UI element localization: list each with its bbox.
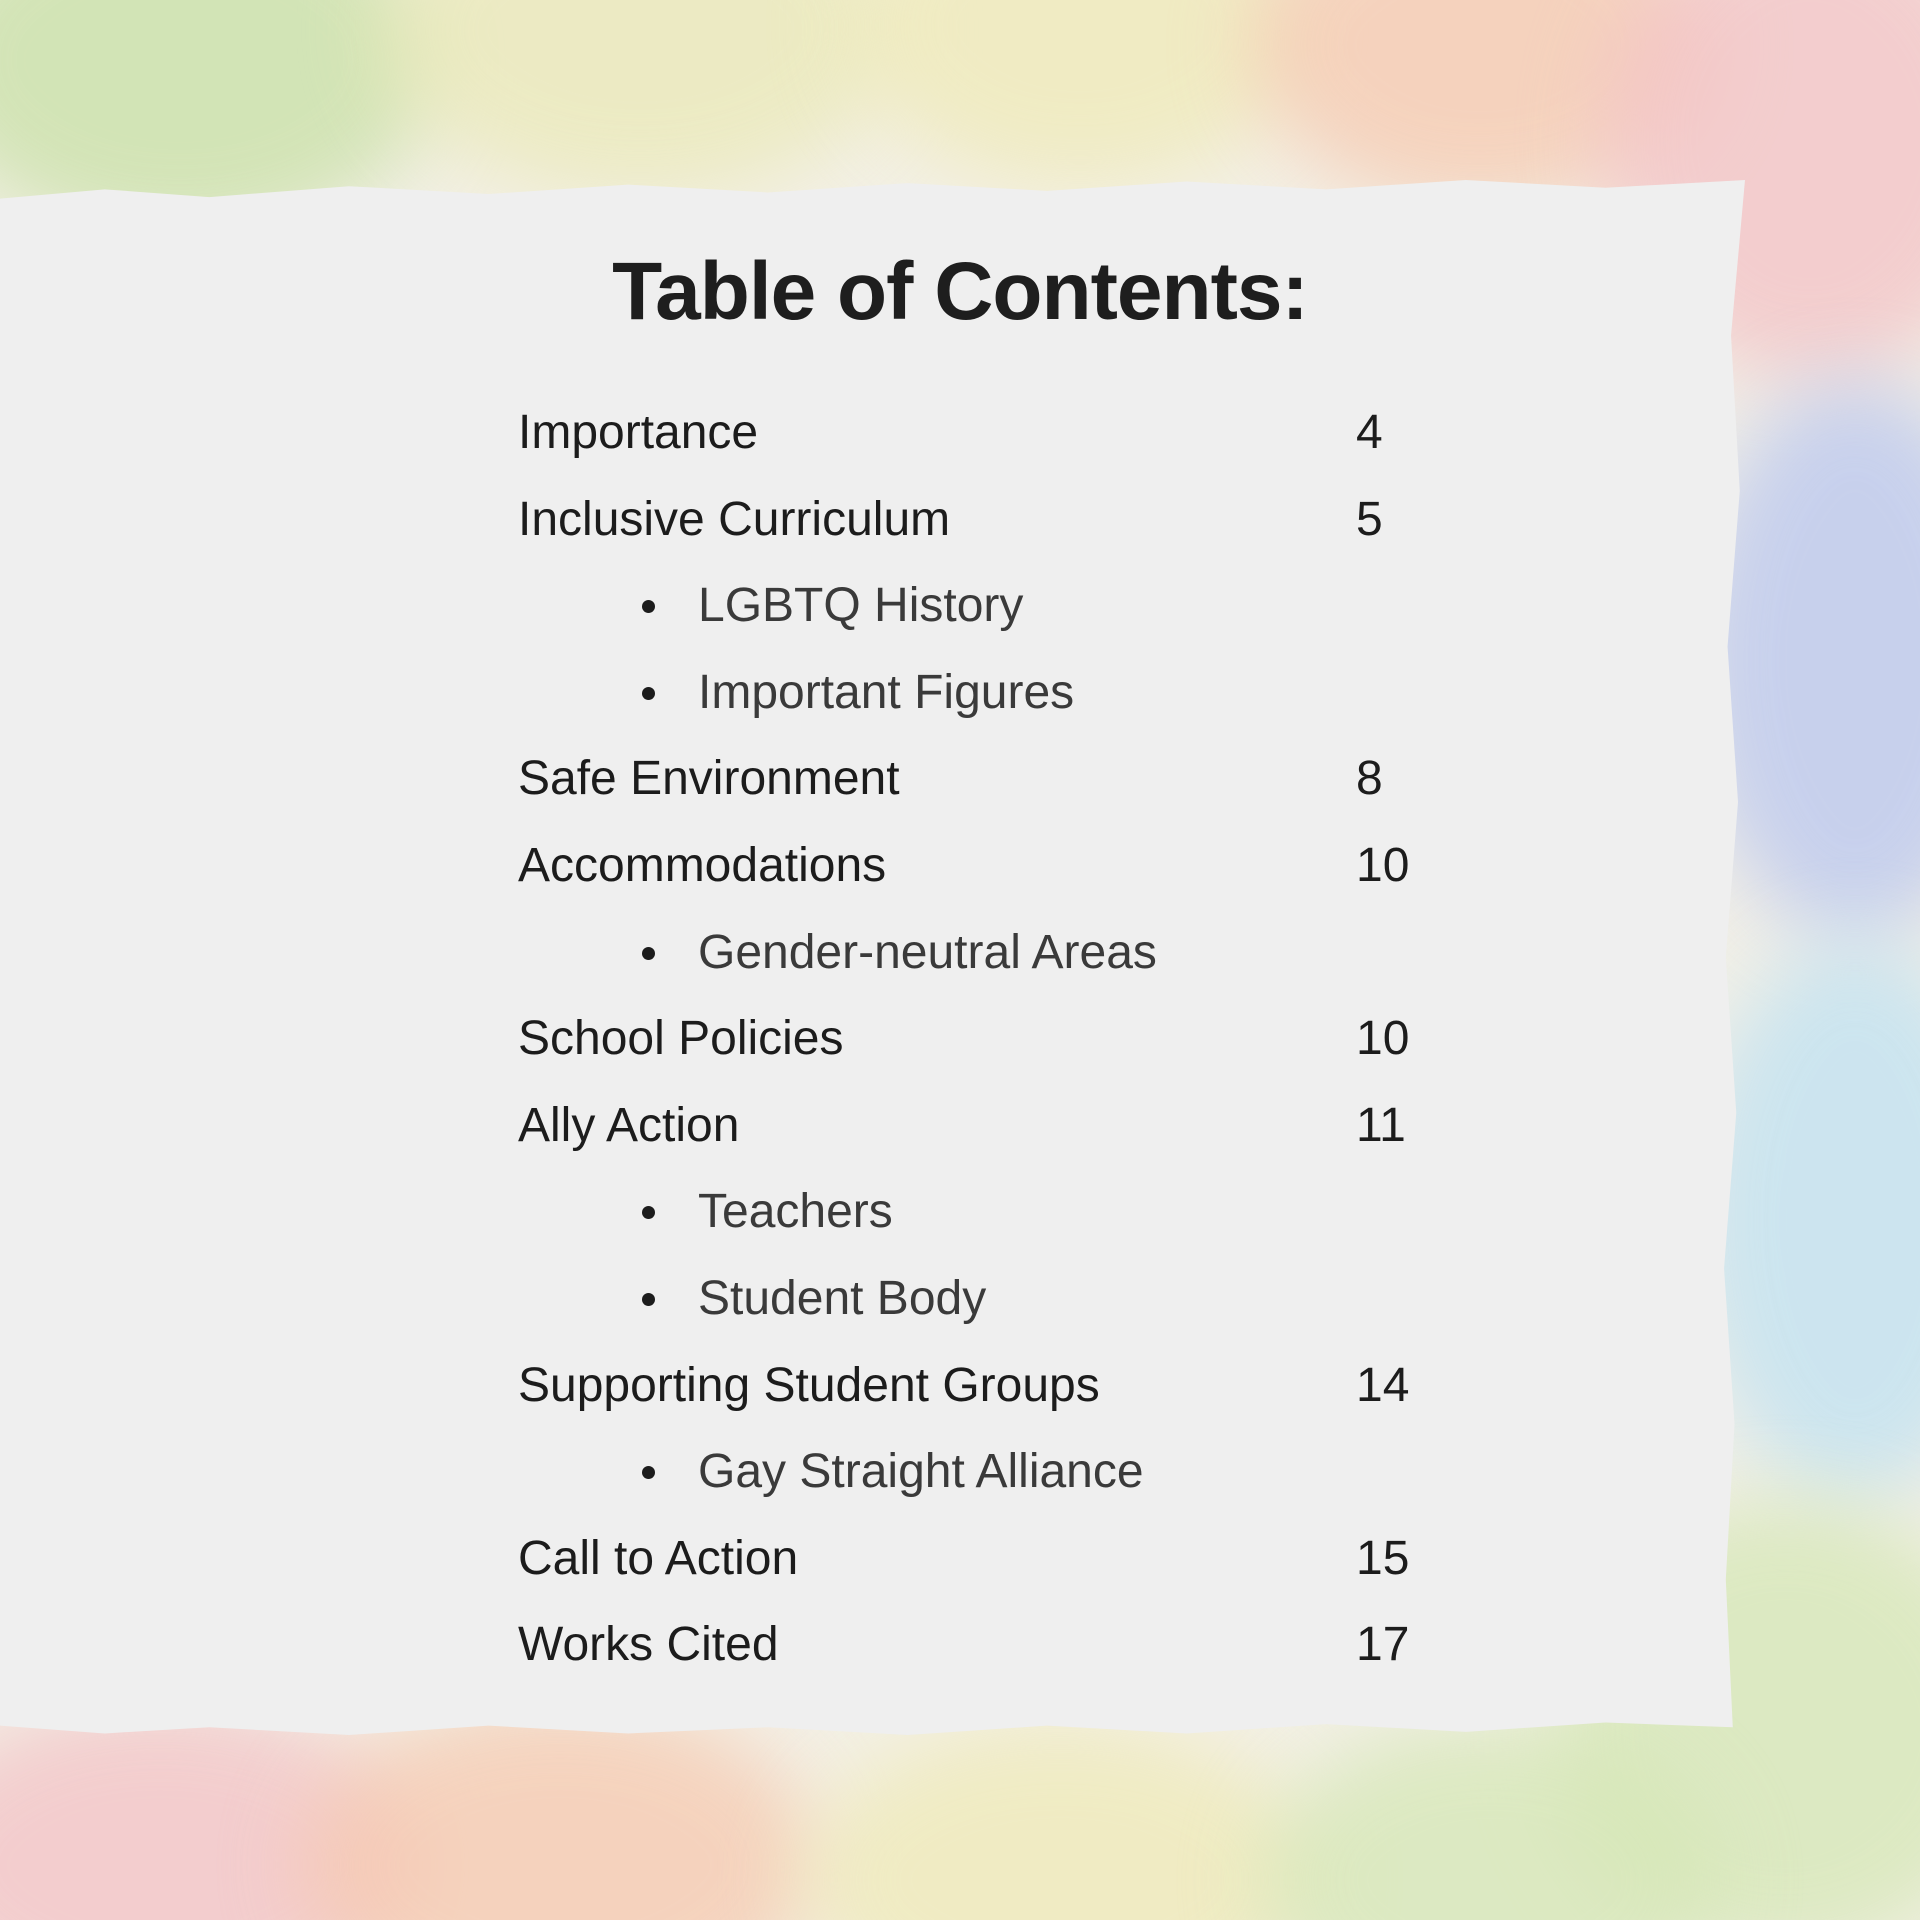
bullet-icon <box>642 1206 655 1219</box>
toc-subentry <box>518 563 1418 650</box>
toc-entry <box>518 996 1418 1083</box>
table-of-contents <box>518 390 1418 1689</box>
toc-page-number: 10 <box>1356 1012 1410 1066</box>
toc-entry <box>518 1343 1418 1430</box>
watercolor-blob <box>800 1720 1320 1920</box>
toc-subentry <box>518 910 1418 997</box>
toc-entry <box>518 1602 1418 1689</box>
toc-label: Supporting Student Groups <box>518 1358 1100 1412</box>
toc-label: Safe Environment <box>518 752 900 806</box>
toc-label: Inclusive Curriculum <box>518 492 951 546</box>
toc-entry <box>518 1516 1418 1603</box>
toc-label: Ally Action <box>518 1098 740 1152</box>
toc-label: Student Body <box>698 1271 987 1325</box>
toc-entry <box>518 1083 1418 1170</box>
toc-page-number: 15 <box>1356 1531 1410 1585</box>
toc-page-number: 17 <box>1356 1618 1410 1672</box>
toc-label: Teachers <box>698 1185 893 1239</box>
toc-entry <box>518 823 1418 910</box>
toc-page-number: 8 <box>1356 752 1383 806</box>
bullet-icon <box>642 1466 655 1479</box>
toc-label: Important Figures <box>698 665 1075 719</box>
toc-subentry <box>518 1256 1418 1343</box>
toc-label: Gender-neutral Areas <box>698 925 1157 979</box>
toc-entry <box>518 736 1418 823</box>
toc-label: School Policies <box>518 1012 844 1066</box>
toc-subentry <box>518 1429 1418 1516</box>
toc-label: Accommodations <box>518 838 887 892</box>
toc-subentry <box>518 1169 1418 1256</box>
toc-entry <box>518 390 1418 477</box>
bullet-icon <box>642 947 655 960</box>
toc-label: Call to Action <box>518 1531 799 1585</box>
toc-page-number: 5 <box>1356 492 1383 546</box>
toc-label: LGBTQ History <box>698 579 1024 633</box>
toc-subentry <box>518 650 1418 737</box>
watercolor-blob <box>850 0 1310 190</box>
toc-page-number: 14 <box>1356 1358 1410 1412</box>
bullet-icon <box>642 687 655 700</box>
toc-label: Gay Straight Alliance <box>698 1445 1144 1499</box>
page-title: Table of Contents: <box>612 246 1308 337</box>
toc-page-number: 4 <box>1356 406 1383 459</box>
toc-page-number: 11 <box>1356 1098 1406 1152</box>
toc-label: Importance <box>518 406 759 459</box>
toc-label: Works Cited <box>518 1618 779 1672</box>
bullet-icon <box>642 600 655 613</box>
toc-entry <box>518 477 1418 564</box>
bullet-icon <box>642 1293 655 1306</box>
watercolor-blob <box>380 0 900 200</box>
toc-page-number: 10 <box>1356 838 1410 892</box>
